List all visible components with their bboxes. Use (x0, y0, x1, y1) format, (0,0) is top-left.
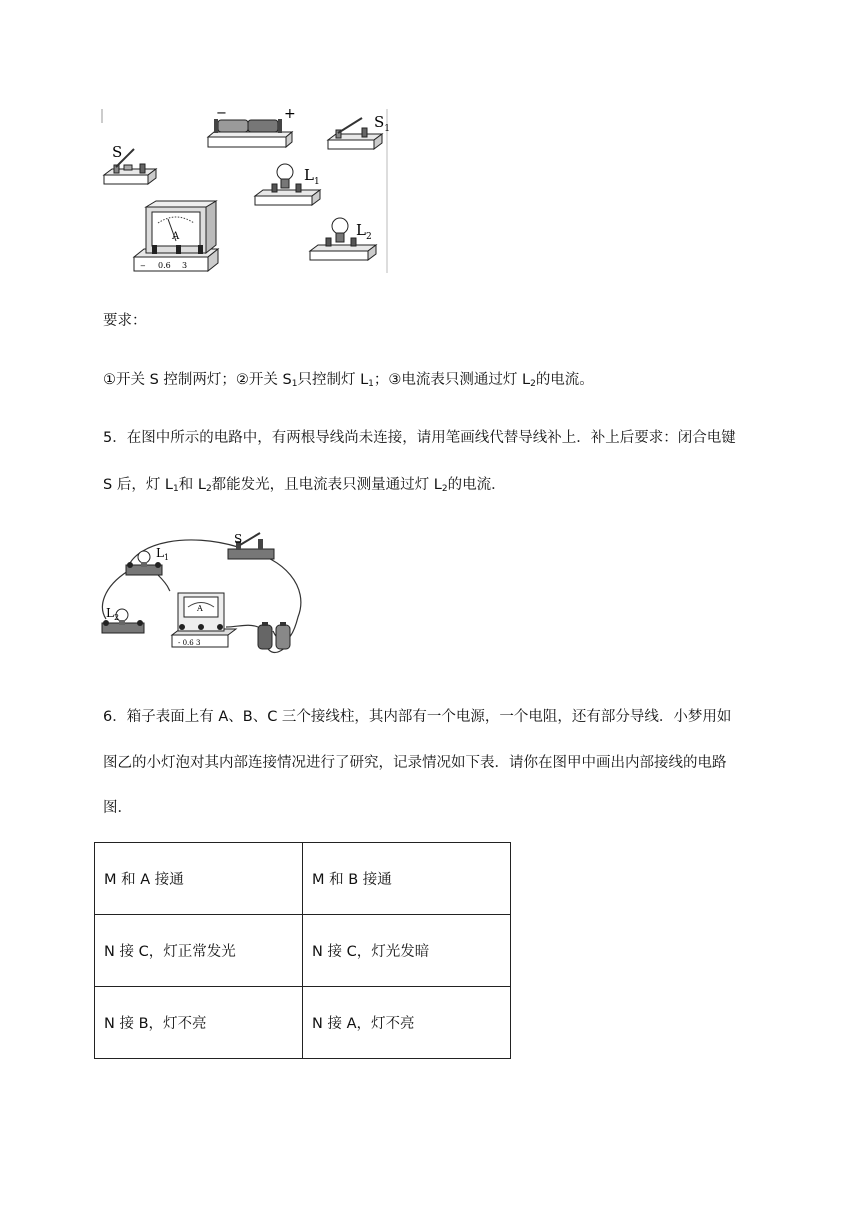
table-cell: N 接 C，灯正常发光 (95, 915, 303, 987)
ammeter-a-label: A (172, 231, 180, 242)
circuit-batteries (258, 622, 290, 649)
ammeter-terminal-06: 0.6 (158, 261, 171, 270)
circuit-ammeter (172, 593, 236, 647)
requirement-text: ①开关 S 控制两灯；②开关 $S_1$只控制灯 $L_1$；③电流表只测通过灯 $L_2$的电流。 (103, 372, 594, 389)
battery (208, 106, 296, 147)
table-cell: N 接 B，灯不亮 (95, 987, 303, 1059)
table-row (95, 843, 511, 915)
circuit-label-l2: $L_2$ (106, 606, 120, 622)
circuit-label-l1: $L_1$ (156, 546, 170, 562)
table-cell: N 接 C，灯光发暗 (303, 915, 511, 987)
circuit-lamp-l2 (102, 606, 144, 633)
figure-circuit (98, 527, 312, 659)
label-battery-plus: + (284, 106, 296, 122)
label-switch-s1: $S_1$ (374, 113, 391, 134)
record-table (94, 842, 511, 1059)
q6-line2: 图乙的小灯泡对其内部连接情况进行了研究，记录情况如下表．请你在图甲中画出内部接线的电路 (103, 755, 727, 771)
switch-s1 (328, 113, 390, 149)
table-cell: N 接 A，灯不亮 (303, 987, 511, 1059)
ammeter-terminal-minus: − (140, 262, 146, 270)
lamp-l2 (310, 218, 376, 260)
circuit-label-s: S (234, 532, 243, 546)
table-cell: M 和 A 接通 (95, 843, 303, 915)
q5-line1: 5．在图中所示的电路中，有两根导线尚未连接，请用笔画线代替导线补上．补上后要求：闭合电键 (103, 430, 736, 446)
ammeter (134, 201, 218, 271)
q5-line2: S 后，灯 $L_1$和 $L_2$都能发光，且电流表只测量通过灯 $L_2$的电流． (103, 477, 506, 494)
circuit-ammeter-terminals: - 0.6 3 (178, 639, 201, 647)
table-cell: M 和 B 接通 (303, 843, 511, 915)
circuit-ammeter-a: A (197, 604, 203, 613)
q6-line1: 6．箱子表面上有 A、B、C 三个接线柱，其内部有一个电源，一个电阻，还有部分导线．小梦用如 (103, 709, 732, 725)
figure-components (100, 105, 395, 277)
label-battery-minus: − (216, 106, 227, 121)
label-switch-s: S (112, 143, 123, 161)
circuit-switch-s (228, 532, 274, 559)
label-lamp-l2: $L_2$ (356, 221, 372, 242)
switch-s (104, 143, 156, 184)
q6-line3: 图． (103, 800, 132, 816)
requirement-heading: 要求： (103, 313, 147, 329)
ammeter-terminal-3: 3 (182, 261, 188, 270)
table-row (95, 915, 511, 987)
lamp-l1 (255, 164, 320, 205)
label-lamp-l1: $L_1$ (304, 166, 320, 187)
table-row (95, 987, 511, 1059)
